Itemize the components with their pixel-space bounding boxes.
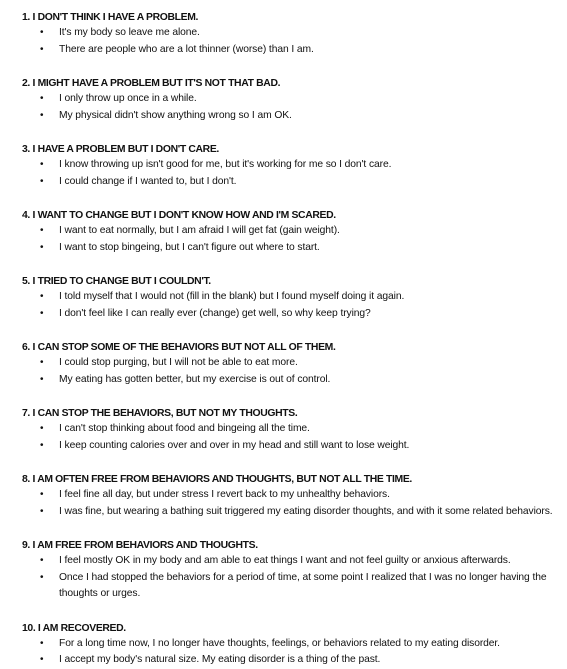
list-item-text: I could stop purging, but I will not be able to eat more. [59, 357, 298, 368]
bullet-icon: • [40, 571, 44, 583]
list-item-text: I feel fine all day, but under stress I revert back to my unhealthy behaviors. [59, 489, 390, 500]
bullet-icon: • [40, 423, 44, 434]
list-item-text: I don't feel like I can really ever (change) get well, so why keep trying? [59, 307, 371, 319]
stage-section [22, 11, 557, 58]
list-item [22, 91, 557, 108]
stage-heading: 8. I AM OFTEN FREE FROM BEHAVIORS AND THOUGHTS, BUT NOT ALL THE TIME. [22, 474, 412, 485]
list-item [22, 372, 557, 389]
stage-heading: 1. I DON'T THINK I HAVE A PROBLEM. [22, 12, 199, 23]
list-item-text: For a long time now, I no longer have thoughts, feelings, or behaviors related to my eating disorder. [59, 637, 500, 649]
stage-section [22, 407, 557, 454]
list-item-text: My physical didn't show anything wrong so I am OK. [59, 109, 292, 121]
bullet-list [22, 553, 557, 603]
bullet-list [22, 355, 557, 388]
list-item-text: I feel mostly OK in my body and am able to eat things I want and not feel guilty or anxious afterwards. [59, 555, 511, 566]
list-item [22, 553, 557, 570]
list-item-text: I could change if I wanted to, but I don't. [59, 175, 237, 187]
list-item-text: I keep counting calories over and over in my head and still want to lose weight. [59, 439, 410, 451]
list-item [22, 42, 557, 59]
list-item [22, 108, 557, 125]
stage-section [22, 341, 557, 388]
bullet-icon: • [40, 357, 44, 368]
list-item-text: I want to stop bingeing, but I can't figure out where to start. [59, 241, 320, 253]
bullet-icon: • [40, 489, 44, 500]
bullet-icon: • [40, 555, 44, 566]
list-item-text: My eating has gotten better, but my exercise is out of control. [59, 373, 331, 385]
bullet-icon: • [40, 43, 44, 55]
list-item-text: I told myself that I would not (fill in the blank) but I found myself doing it again. [59, 291, 405, 302]
stage-section [22, 539, 557, 603]
list-item [22, 355, 557, 372]
bullet-icon: • [40, 505, 44, 517]
list-item-text: I only throw up once in a while. [59, 93, 197, 104]
bullet-icon: • [40, 27, 44, 38]
list-item-text: I want to eat normally, but I am afraid I will get fat (gain weight). [59, 225, 340, 236]
stage-heading: 9. I AM FREE FROM BEHAVIORS AND THOUGHTS. [22, 540, 258, 551]
list-item-text: I was fine, but wearing a bathing suit triggered my eating disorder thoughts, and with it some related behaviors. [59, 505, 553, 517]
bullet-list [22, 91, 557, 124]
list-item-text: I know throwing up isn't good for me, but it's working for me so I don't care. [59, 159, 392, 170]
bullet-icon: • [40, 241, 44, 253]
bullet-list [22, 421, 557, 454]
bullet-icon: • [40, 654, 44, 665]
stage-section [22, 209, 557, 256]
list-item [22, 504, 557, 521]
stage-heading: 7. I CAN STOP THE BEHAVIORS, BUT NOT MY THOUGHTS. [22, 408, 298, 419]
list-item [22, 306, 557, 323]
bullet-list [22, 636, 557, 669]
list-item-text: There are people who are a lot thinner (worse) than I am. [59, 43, 314, 55]
list-item [22, 487, 557, 504]
bullet-icon: • [40, 175, 44, 187]
stage-section [22, 77, 557, 124]
stage-section [22, 143, 557, 190]
bullet-list [22, 289, 557, 322]
list-item [22, 174, 557, 191]
list-item [22, 240, 557, 257]
stage-section [22, 275, 557, 322]
list-item-text: I accept my body's natural size. My eating disorder is a thing of the past. [59, 654, 381, 665]
stage-section [22, 622, 557, 669]
bullet-icon: • [40, 637, 44, 649]
bullet-icon: • [40, 307, 44, 319]
bullet-icon: • [40, 291, 44, 302]
bullet-list [22, 223, 557, 256]
list-item [22, 289, 557, 306]
list-item [22, 438, 557, 455]
bullet-list [22, 487, 557, 520]
list-item [22, 223, 557, 240]
stage-heading: 2. I MIGHT HAVE A PROBLEM BUT IT'S NOT THAT BAD. [22, 78, 281, 89]
bullet-icon: • [40, 373, 44, 385]
stage-heading: 4. I WANT TO CHANGE BUT I DON'T KNOW HOW AND I'M SCARED. [22, 210, 336, 221]
list-item [22, 652, 557, 669]
stage-heading: 5. I TRIED TO CHANGE BUT I COULDN'T. [22, 276, 211, 287]
stage-heading: 10. I AM RECOVERED. [22, 622, 126, 634]
list-item [22, 157, 557, 174]
list-item-text: I can't stop thinking about food and bingeing all the time. [59, 423, 310, 434]
list-item [22, 570, 557, 603]
bullet-icon: • [40, 159, 44, 170]
bullet-icon: • [40, 225, 44, 236]
list-item [22, 636, 557, 653]
list-item [22, 25, 557, 42]
bullet-list [22, 25, 557, 58]
bullet-icon: • [40, 439, 44, 451]
list-item-text: It's my body so leave me alone. [59, 27, 200, 38]
bullet-icon: • [40, 93, 44, 104]
list-item-text: Once I had stopped the behaviors for a period of time, at some point I realized that I was no longer having the thoughts or urges. [59, 571, 547, 599]
bullet-icon: • [40, 109, 44, 121]
bullet-list [22, 157, 557, 190]
list-item [22, 421, 557, 438]
stage-heading: 6. I CAN STOP SOME OF THE BEHAVIORS BUT NOT ALL OF THEM. [22, 342, 336, 353]
stage-heading: 3. I HAVE A PROBLEM BUT I DON'T CARE. [22, 144, 219, 155]
stage-section [22, 473, 557, 520]
